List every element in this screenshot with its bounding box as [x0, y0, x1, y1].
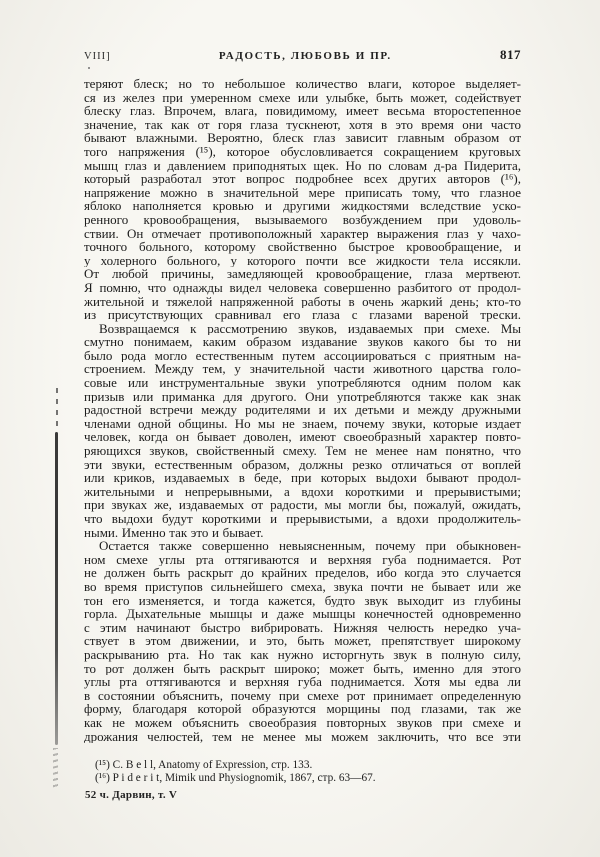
text-line: радостной встречи между родителями и их детьми и между дружными	[84, 403, 521, 417]
text-line: который разработал этот вопрос подробнее всех других авторов (¹⁶),	[84, 172, 521, 186]
text-line: напряжение можно в значительной мере приписать тому, что глазное	[84, 185, 521, 200]
text-line: не должен быть раскрыт до крайних пределов, ибо когда это случается	[84, 566, 521, 580]
text-line: совые или инструментальные звуки употребляются одним полом как	[84, 376, 521, 390]
text-line: жительной и тяжелой напряженной работы в очень жаркий день; кто-то	[84, 294, 521, 309]
text-line: смутно понимаем, каким образом издавание звуков какого бы то ни	[84, 335, 521, 349]
ink-speck-artifact	[88, 67, 90, 69]
text-line: во время приступов сильнейшего смеха, звука почти не бывает или же	[84, 579, 521, 594]
text-line: при звуках же, издаваемых от радости, мы могли бы, пожалуй, ожидать,	[84, 498, 521, 512]
paragraph	[84, 539, 521, 743]
running-title: РАДОСТЬ, ЛЮБОВЬ И ПР.	[218, 50, 392, 62]
text-line: из присутствующих сравнивал его глаза с глазами вареной трески.	[84, 308, 521, 322]
text-line: эти звуки, естественным образом, должны резко отличаться от воплей	[84, 457, 521, 472]
text-line: дрожания челюстей, тем не менее мы можем заключить, что все эти	[84, 729, 521, 744]
text-line: в состоянии объяснить, почему при смехе рот принимает определенную	[84, 688, 521, 703]
text-line: Остается также совершенно невыясненным, почему при обыкновен-	[99, 539, 521, 553]
text-line: строением. Между тем, у значительной части животного царства голо-	[84, 362, 521, 377]
paragraph	[84, 322, 521, 540]
text-line: значение, так как от горя глаза тускнеют, хотя в это время они часто	[84, 117, 521, 132]
text-line: Я помню, что однажды видел человека совершенно разбитого от продол-	[84, 280, 521, 295]
text-line: углы рта оттягиваются и верхняя губа поднимается. Хотя мы едва ли	[84, 675, 521, 689]
text-line: яблоко наполняется кровью и другими жидкостями вследствие уско-	[84, 199, 521, 213]
text-line: теряют блеск; но то небольшое количество влаги, которое выделяет-	[84, 77, 521, 91]
footnote: (¹⁵) C. B e l l, Anatomy of Expression, стр. 133.	[95, 759, 313, 771]
printers-signature: 52 ч. Дарвин, т. V	[85, 789, 178, 801]
text-line: ренного кровообращения, вызываемого возбуждением при удоволь-	[84, 212, 521, 227]
text-line: того напряжения (¹⁵), которое обусловливается сокращением круговых	[84, 144, 521, 159]
text-line: ствии. Он отмечает противоположный характер выражения глаз у чахо-	[84, 226, 521, 241]
text-line: то рот должен быть раскрыт широко; может быть, именно для этого	[84, 661, 521, 676]
text-line: Возвращаемся к рассмотрению звуков, издаваемых при смехе. Мы	[99, 321, 521, 336]
text-line: жительными и непрерывными, а вдохи короткими и прерывистыми;	[84, 484, 521, 499]
text-line: бывают влажными. Вероятно, блеск глаз зависит главным образом от	[84, 131, 521, 145]
text-line: ся из желез при умеренном смехе или улыбке, быть может, содействует	[84, 90, 521, 105]
paragraph	[84, 77, 521, 322]
binding-shadow-artifact	[55, 432, 58, 745]
margin-scribble-artifact	[53, 748, 58, 788]
text-line: блеску глаз. Впрочем, влага, повидимому, имеет весьма второстепенное	[84, 104, 521, 118]
text-line: человек, когда он бывает доволен, имеют своеобразный характер повто-	[84, 430, 521, 445]
text-line: или криков, издаваемых в беде, при которых выдохи бывают продол-	[84, 471, 521, 485]
text-line: точного больного, которому свойственно быстрое кровообращение, и	[84, 240, 521, 254]
text-line: что выдохи будут короткими и прерывистыми, а вдохи продолжитель-	[84, 512, 521, 526]
text-line: было рода могло естественным путем ассоциироваться с приятным на-	[84, 348, 521, 363]
body-text	[84, 77, 521, 743]
footnotes	[84, 759, 521, 786]
page-number: 817	[500, 47, 521, 62]
text-line: тон его изменяется, и тогда кажется, будто звук выходит из глубины	[84, 593, 521, 608]
footnote: (¹⁶) P i d e r i t, Mimik und Physiognomik, 1867, стр. 63—67.	[95, 772, 376, 785]
chapter-number: VIII]	[84, 51, 111, 62]
text-line: ными. Именно так это и бывает.	[84, 525, 264, 540]
text-line: мышц глаз и давлением приподнятых щек. Но по словам д-ра Пидерита,	[84, 158, 521, 173]
text-line: От любой причины, замедляющей кровообращение, глаза мертвеют.	[84, 267, 521, 281]
text-line: ряющихся звуков, свойственный смеху. Тем не менее нам понятно, что	[84, 444, 521, 458]
text-line: с этим начинают быстро вибрировать. Нижняя челюсть нередко уча-	[84, 620, 521, 635]
text-line: форму, благодаря которой образуются морщины под глазами, так же	[84, 702, 521, 716]
text-line: ствует в этом движении, и это, быть может, препятствует широкому	[84, 634, 521, 648]
binding-shadow-dashes-artifact	[56, 388, 58, 432]
text-line: ном смехе углы рта оттягиваются и верхняя губа поднимается. Рот	[84, 552, 521, 567]
text-line: у холерного больного, у которого почти все жидкости тела иссякли.	[84, 253, 521, 268]
text-line: раскрыванию рта. Но так как нужно исторгнуть звук в полную силу,	[84, 647, 521, 662]
text-line: горла. Дыхательные мышцы и даже мышцы конечностей одновременно	[84, 607, 521, 621]
text-line: призыв или приманка для другого. Они употребляются также как знак	[84, 389, 521, 404]
text-line: как не можем объяснить своеобразия повторных звуков при смехе и	[84, 715, 521, 730]
text-line: членами одной общины. Но мы не знаем, почему звуки, которые издает	[84, 416, 521, 431]
running-header	[84, 47, 521, 63]
